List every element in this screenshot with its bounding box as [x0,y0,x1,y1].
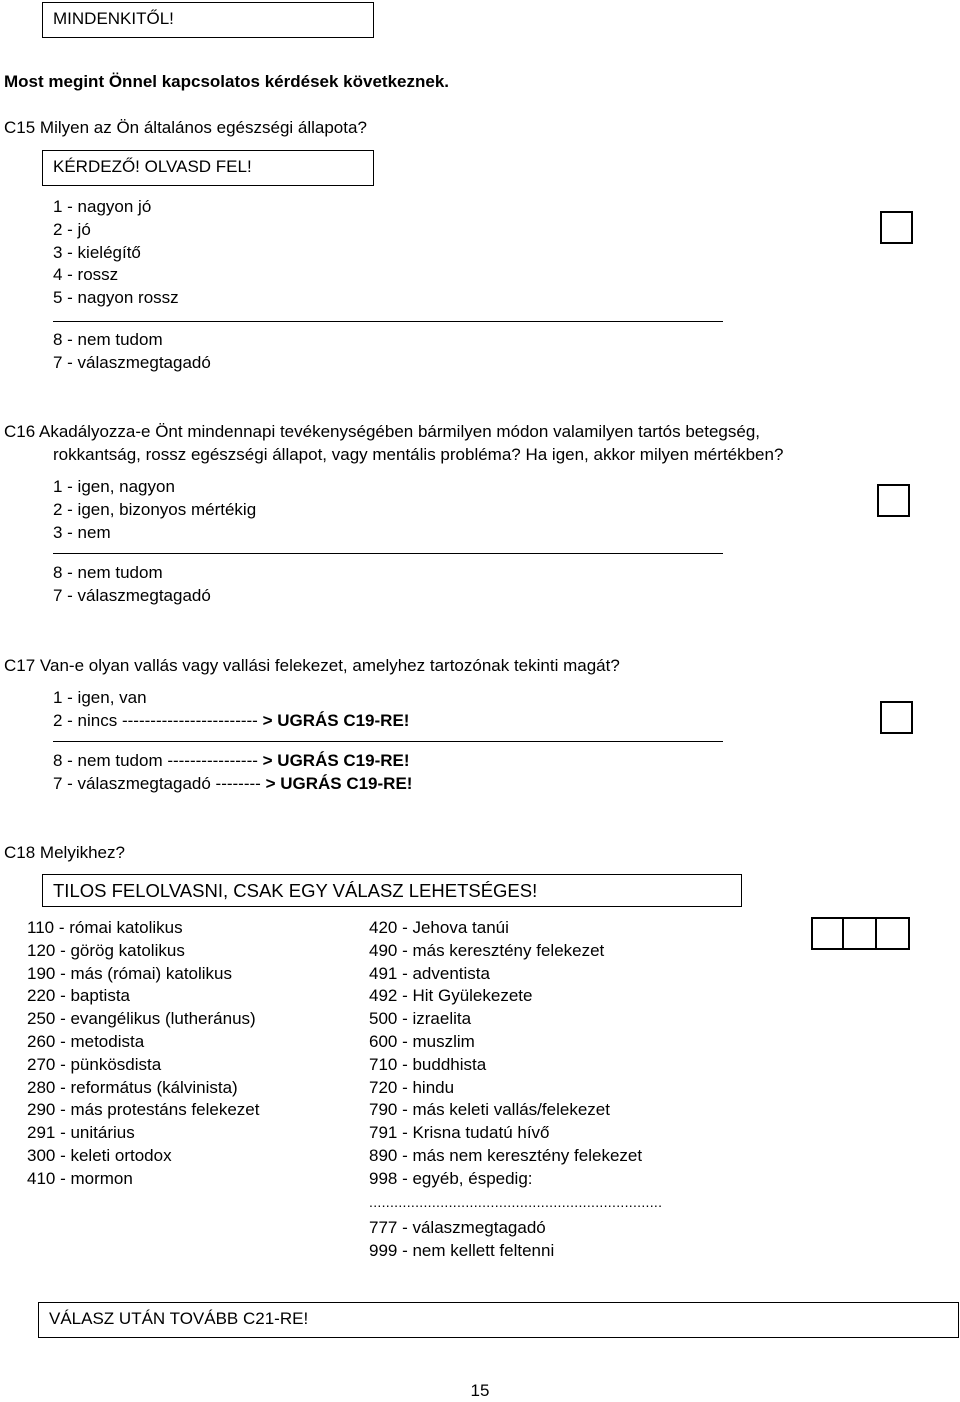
section-intro: Most megint Önnel kapcsolatos kérdések következnek. [4,72,449,91]
option: 280 - református (kálvinista) [27,1077,238,1097]
question-code: C16 [4,422,36,441]
option: 3 - kielégítő [53,242,141,262]
c16-question-line2: rokkantság, rossz egészségi állapot, vagy mentális probléma? Ha igen, akkor milyen mértékben? [53,445,784,464]
option: 5 - nagyon rossz [53,288,179,308]
c15-options [53,196,179,310]
option: 7 - válaszmegtagadó [53,352,211,372]
option: 410 - mormon [27,1168,133,1188]
separator [53,553,723,554]
option: 790 - más keleti vallás/felekezet [369,1100,610,1120]
option: 120 - görög katolikus [27,940,185,960]
separator [53,321,723,322]
option: 220 - baptista [27,986,131,1006]
option: 492 - Hit Gyülekezete [369,986,533,1006]
option: 8 - nem tudom [53,563,163,582]
option: 490 - más keresztény felekezet [369,940,605,960]
c16-extra-options [53,562,211,608]
option: 791 - Krisna tudatú hívő [369,1123,550,1143]
skip-instruction: > UGRÁS C19-RE! [262,751,410,770]
c18-question [4,842,125,864]
option: 8 - nem tudom ---------------- > UGRÁS C19-RE! [53,751,410,770]
c17-options [53,687,409,733]
option: 420 - Jehova tanúi [369,918,509,937]
question-text: Van-e olyan vallás vagy vallási felekezet, amelyhez tartozónak tekinti magát? [39,656,620,675]
option: 7 - válaszmegtagadó -------- > UGRÁS C19-RE! [53,773,413,793]
option: 999 - nem kellett feltenni [369,1241,555,1261]
option: 2 - jó [53,219,91,239]
continue-instruction-box: VÁLASZ UTÁN TOVÁBB C21-RE! [38,1302,959,1338]
option: 2 - igen, bizonyos mértékig [53,499,257,519]
option: 500 - izraelita [369,1009,472,1029]
skip-instruction: > UGRÁS C19-RE! [265,773,413,793]
c16-options [53,476,256,544]
c18-answer-digit-box[interactable] [877,917,910,950]
c16-question-line1 [4,421,760,443]
c15-extra-options [53,329,211,375]
skip-instruction: > UGRÁS C19-RE! [262,710,410,730]
option: 110 - római katolikus [27,918,183,937]
option: 4 - rossz [53,265,119,285]
c16-answer-box[interactable] [877,484,910,517]
option: 1 - igen, van [53,688,147,707]
write-in-dots[interactable]: ...................................................................... [369,1193,663,1210]
option: 777 - válaszmegtagadó [369,1218,546,1238]
question-code: C15 [4,118,36,137]
separator [53,741,723,742]
option: 998 - egyéb, éspedig: [369,1168,533,1188]
option: 260 - metodista [27,1031,145,1051]
question-text: Milyen az Ön általános egészségi állapota? [39,118,367,137]
option: 491 - adventista [369,963,490,983]
question-code: C17 [4,656,36,675]
option: 1 - nagyon jó [53,197,152,216]
question-code: C18 [4,843,36,862]
c15-answer-box[interactable] [880,211,913,244]
option: 7 - válaszmegtagadó [53,585,211,605]
option: 600 - muszlim [369,1031,475,1051]
instruction-box-everyone: MINDENKITŐL! [42,2,374,38]
c18-answer-boxes [811,917,910,950]
c18-left-options [27,917,259,1191]
option: 1 - igen, nagyon [53,477,175,496]
c17-question [4,655,620,677]
c15-question [4,117,367,139]
c18-right-options [369,917,662,1263]
option: 270 - pünkösdista [27,1054,162,1074]
c18-instruction-box: TILOS FELOLVASNI, CSAK EGY VÁLASZ LEHETSÉGES! [42,874,742,907]
option: 890 - más nem keresztény felekezet [369,1145,643,1165]
option: 300 - keleti ortodox [27,1145,172,1165]
option: 8 - nem tudom [53,330,163,349]
option: 3 - nem [53,522,111,542]
question-text: Melyikhez? [39,843,125,862]
c18-answer-digit-box[interactable] [811,917,844,950]
option: 291 - unitárius [27,1123,135,1143]
c15-instruction-box: KÉRDEZŐ! OLVASD FEL! [42,150,374,186]
question-text: Akadályozza-e Önt mindennapi tevékenységében bármilyen módon valamilyen tartós betegség, [38,422,761,441]
page-number: 15 [470,1381,490,1400]
c18-answer-digit-box[interactable] [844,917,877,950]
c17-answer-box[interactable] [880,701,913,734]
option: 710 - buddhista [369,1054,487,1074]
option: 250 - evangélikus (lutheránus) [27,1009,256,1029]
c17-extra-options [53,750,412,796]
option: 2 - nincs ------------------------ > UGRÁS C19-RE! [53,710,410,730]
option: 190 - más (római) katolikus [27,963,233,983]
option: 720 - hindu [369,1077,455,1097]
option: 290 - más protestáns felekezet [27,1100,260,1120]
